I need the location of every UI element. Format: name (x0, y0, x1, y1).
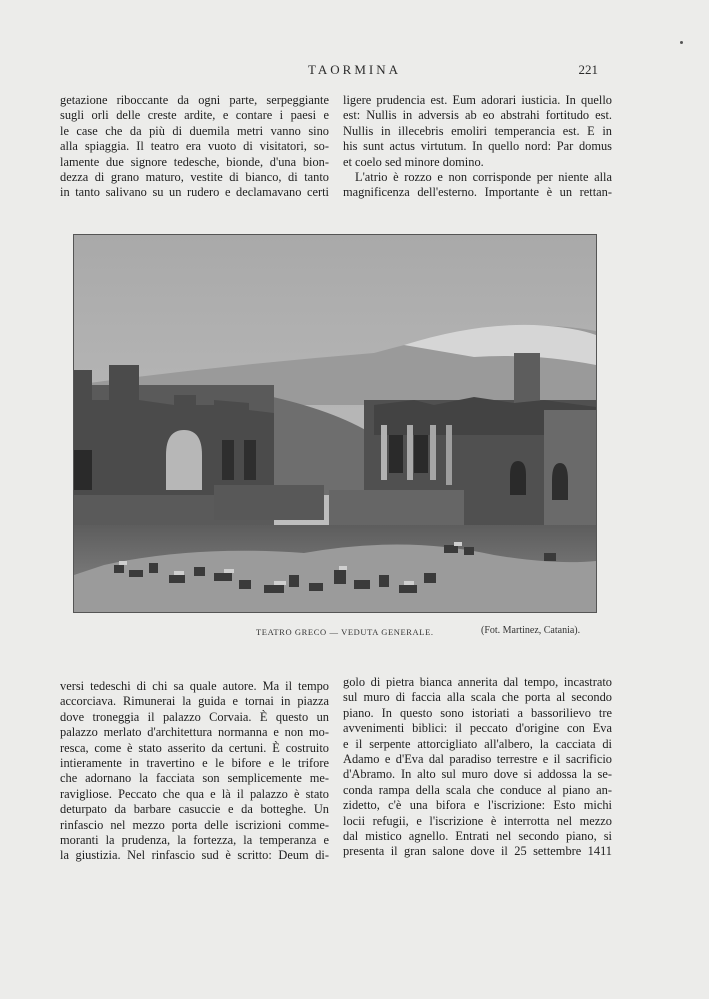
text-line: dezza di grano maturo, vestite di bianco, di tanto (60, 170, 329, 185)
text-line: locii refugii, e l'iscrizione è interrotta nel mezzo (343, 813, 612, 828)
text-line: in tanto salivano su un rudero e declamavano certi (60, 185, 329, 200)
text-column-bottom-left (60, 679, 329, 864)
text-line: che adornano la facciata son semplicemente me- (60, 771, 329, 786)
text-line: versi tedeschi di chi sa quale autore. Ma il tempo (60, 679, 329, 693)
text-line: sugli orli delle creste ardite, e contare i paesi e (60, 108, 329, 123)
text-line: dal mistico agnello. Entrati nel secondo piano, si (343, 829, 612, 844)
text-line: ravigliose. Peccato che qua e là il palazzo è stato (60, 786, 329, 801)
text-line: avvenimenti biblici: il peccato d'origine con Eva (343, 721, 612, 736)
text-line: d'Abramo. In alto sul muro dove si addossa la se- (343, 767, 612, 782)
photograph-plate (73, 234, 597, 613)
text-line: sul muro di faccia alla scala che porta al secondo (343, 690, 612, 705)
text-line: golo di pietra bianca annerita dal tempo, incastrato (343, 675, 612, 689)
text-line: dove troneggia il palazzo Corvaia. È questo un (60, 709, 329, 724)
text-column-top-right (343, 93, 612, 201)
text-line: palazzo merlato d'architettura normanna e non mo- (60, 725, 329, 740)
text-line: Nullis in illecebris emoliri temperancia est. E in (343, 123, 612, 138)
text-line: deturpato da barbare casuccie e da botteghe. Un (60, 802, 329, 817)
text-column-top-left (60, 93, 329, 201)
greek-theatre-photo (74, 235, 596, 612)
photo-credit: (Fot. Martinez, Catania). (481, 625, 581, 636)
text-line: conda rampa della scala che conduce al piano an- (343, 782, 612, 797)
text-line: getazione riboccante da ogni parte, serpeggiante (60, 93, 329, 107)
text-line: magnificenza dell'esterno. Importante è un rettan- (343, 185, 612, 200)
text-line: intieramente in travertino e le bifore e le trifore (60, 756, 329, 771)
text-line: zidetto, c'è una bifora e l'iscrizione: Esto michi (343, 798, 612, 813)
text-line: L'atrio è rozzo e non corrisponde per niente alla (355, 170, 612, 185)
text-line: e il serpente attorcigliato all'albero, la cacciata di (343, 736, 612, 751)
text-line: lamente due signore tedesche, bionde, d'una bion- (60, 154, 329, 169)
text-line: ligere prudencia est. Eum adorari iusticia. In quello (343, 93, 612, 107)
text-line: accorciava. Rimunerai la guida e tornai in piazza (60, 694, 329, 709)
text-line: alla spiaggia. Il teatro era vuoto di visitatori, so- (60, 139, 329, 154)
figure-caption: TEATRO GRECO — VEDUTA GENERALE. (256, 627, 434, 637)
text-line: piano. In questo sono istoriati a bassorilievo tre (343, 705, 612, 720)
text-line: Adamo e d'Eva dal paradiso terrestre e il sacrificio (343, 752, 612, 767)
text-column-bottom-right (343, 675, 612, 860)
text-line: moranti la prudenza, la fortezza, la temperanza e (60, 833, 329, 848)
text-line: his sunt actus virtutum. In quello nord: Par domus (343, 139, 612, 154)
text-line: presenta il gran salone dove il 25 settembre 1411 (343, 844, 612, 859)
page-number: 221 (578, 62, 598, 77)
running-head: TAORMINA (307, 62, 401, 77)
text-line: et coelo sed minore domino. (343, 154, 484, 169)
text-line: resca, come è stato asserito da certuni. È costruito (60, 740, 329, 755)
text-line: rinfascio nel mezzo porta delle iscrizioni comme- (60, 817, 329, 832)
text-line: la giustizia. Nel rinfascio sud è scritto: Deum di- (60, 848, 329, 863)
text-line: le case che da più di duemila metri vanno sino (60, 123, 329, 138)
paper-speck (680, 41, 683, 44)
text-line: est: Nullis in adversis ab eo abstrahi fortitudo est. (343, 108, 612, 123)
